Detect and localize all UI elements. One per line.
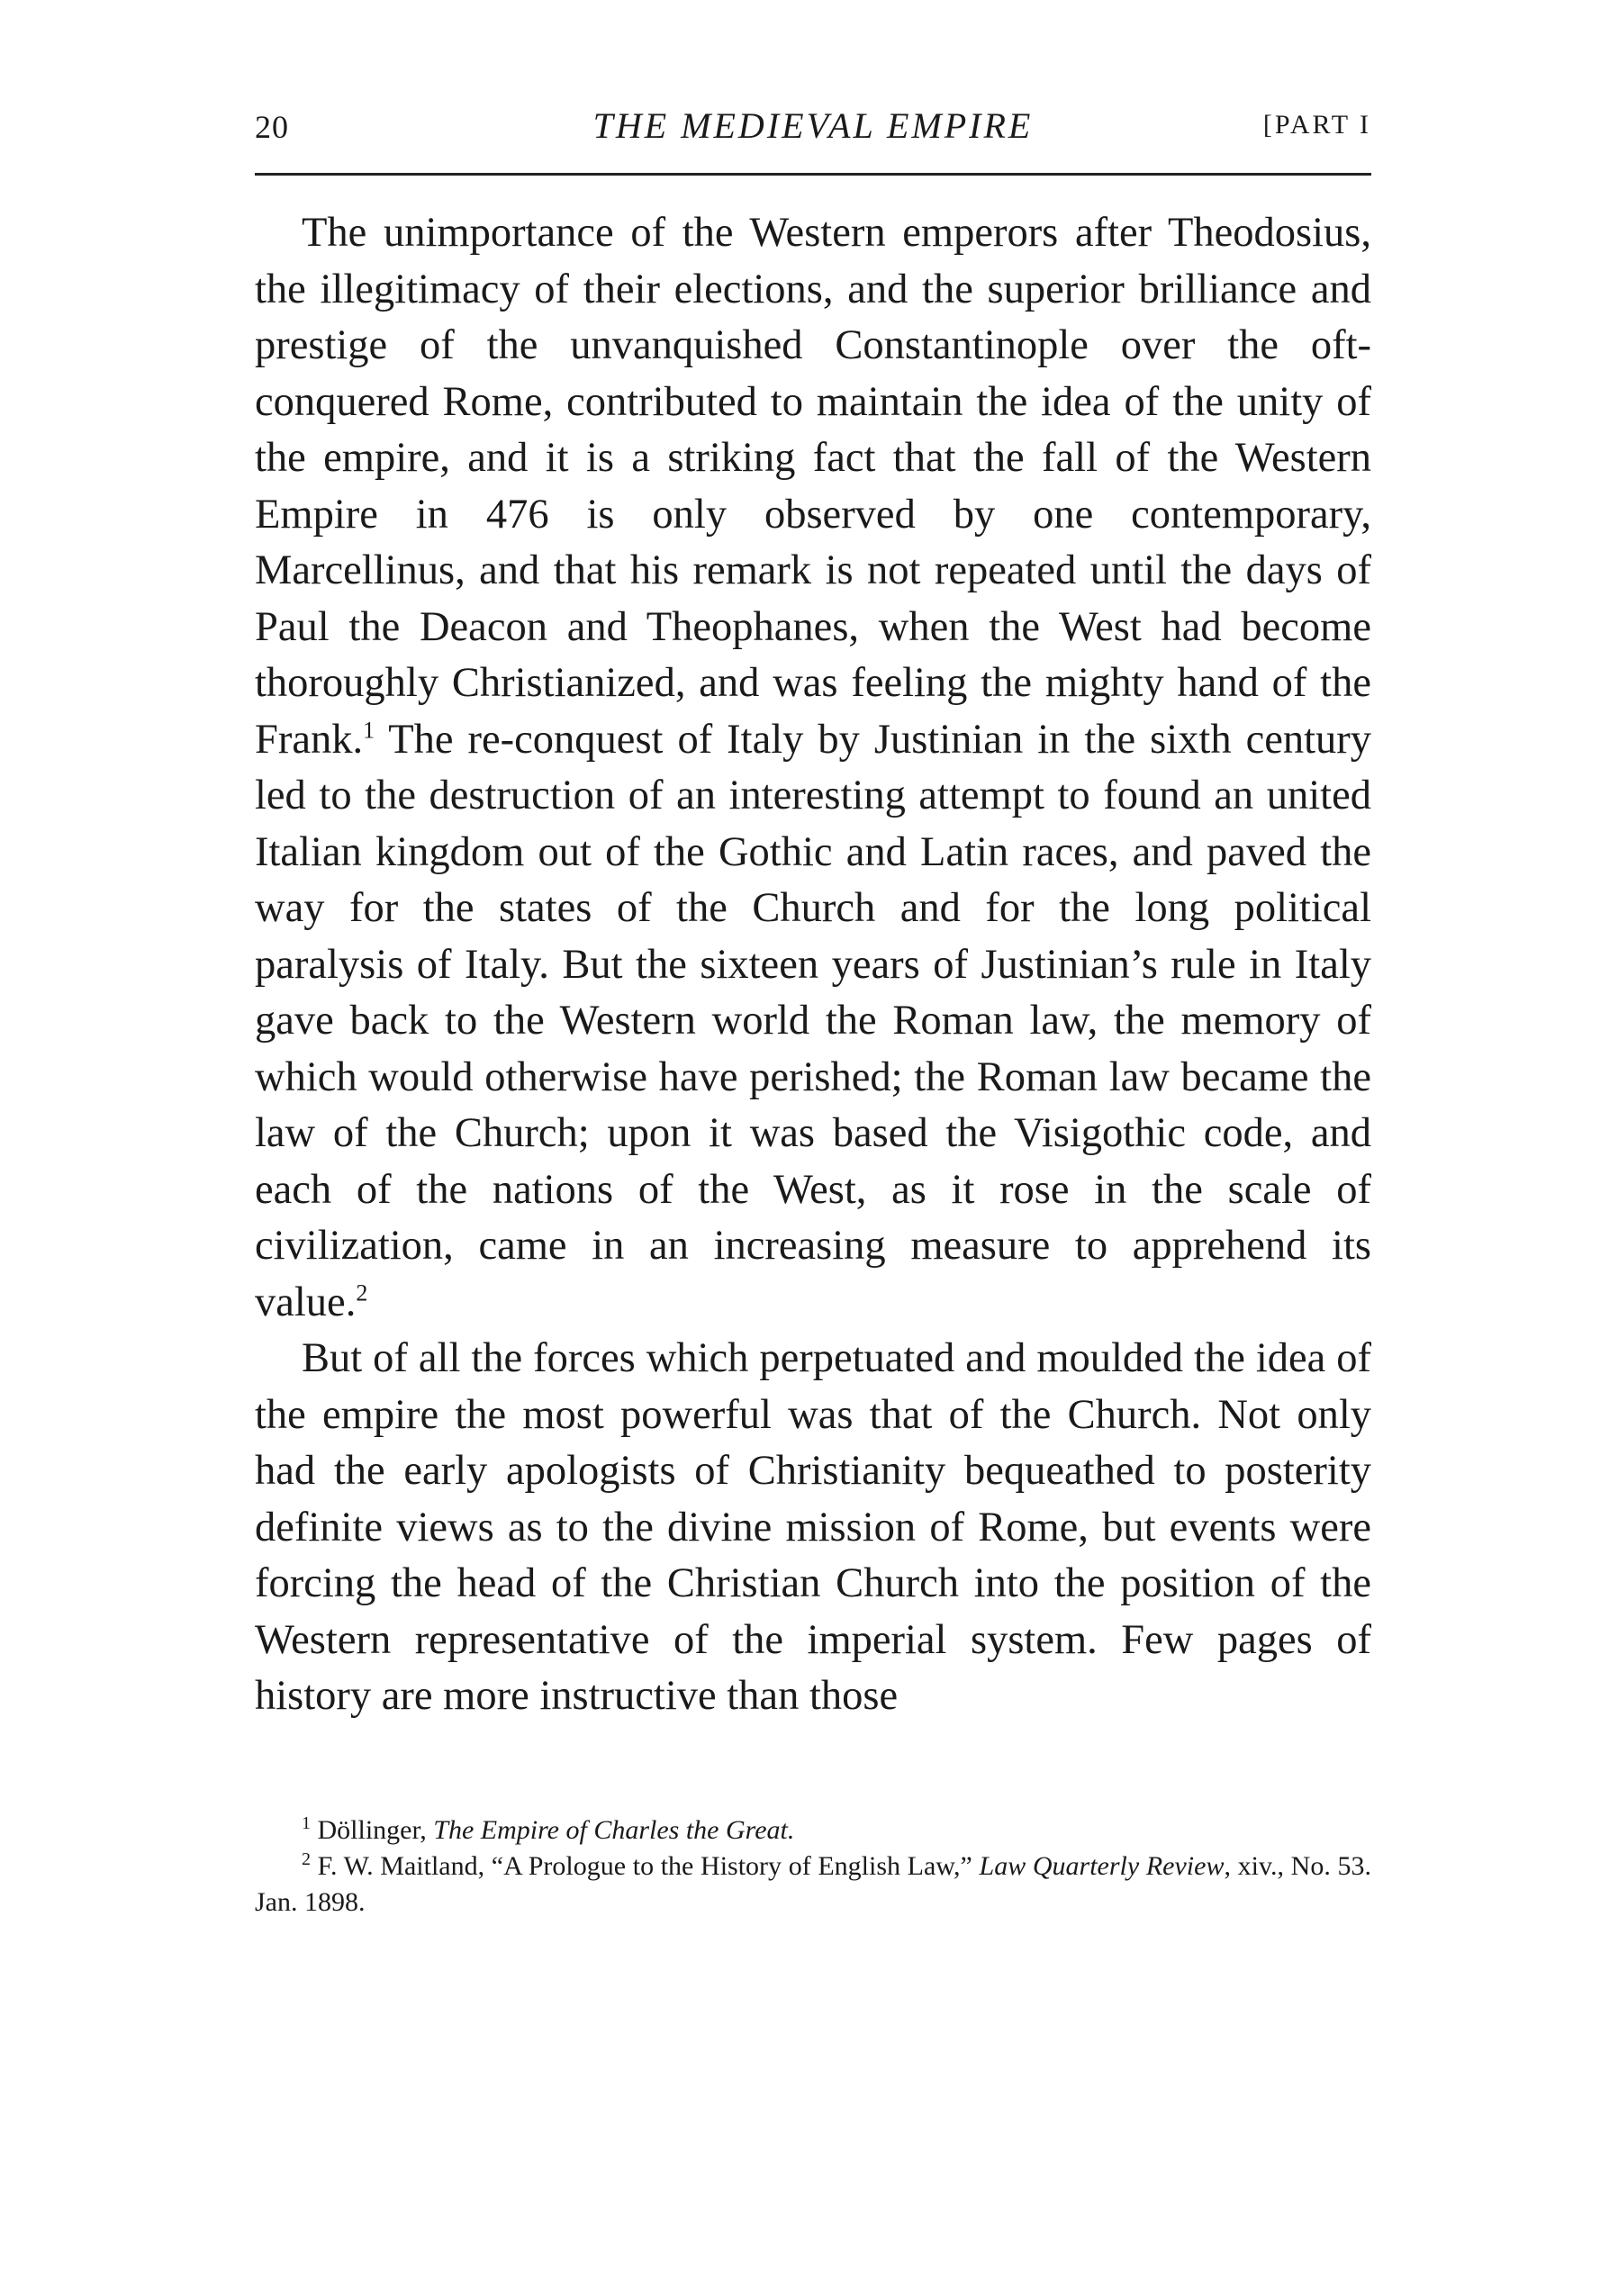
footnote-author: Döllinger, [317, 1815, 434, 1845]
page-number: 20 [255, 109, 289, 145]
part-label: [PART I [1262, 110, 1371, 140]
paragraph [255, 205, 1371, 1331]
running-head [255, 99, 1371, 162]
footnote-journal-title: Law Quarterly Review [979, 1851, 1225, 1881]
paragraph-text: The unimportance of the Western emperors after Theodosius, the illegitimacy of their elections, and the superior brilliance and prestige of the unvanquished Constantinople over the oft-conquered Rome, contributed to maintain the idea of the unity of the empire, and it is a striking fact that the fall of the Western Empire in 476 is only observed by one contemporary, Marcellinus, and that his remark is not repeated until the days of Paul the Deacon and Theophanes, when the West had become thoroughly Christianized, and was feeling the mighty hand of the Frank. [255, 210, 1371, 763]
footnotes [255, 1812, 1371, 1921]
paragraph: But of all the forces which perpetuated and moulded the idea of the empire the most powerful was that of the Church. Not only had the early apologists of Christianity bequeathed to posterity definite views as to the divine mission of Rome, but events were forcing the head of the Christian Church into the position of the Western representative of the imperial system. Few pages of history are more instructive than those [255, 1335, 1371, 1719]
footnote-work-title: The Empire of Charles the Great. [433, 1815, 795, 1845]
book-page [255, 99, 1371, 1917]
footnote-reference: 2 [356, 1279, 368, 1306]
running-title: THE MEDIEVAL EMPIRE [592, 105, 1034, 146]
footnote-citation-details: , xiv., No. 53. Jan. 1898. [255, 1851, 1371, 1917]
body-text [255, 205, 1371, 1725]
footnote [255, 1849, 1371, 1921]
footnote-marker: 1 [302, 1813, 311, 1833]
header-rule [255, 173, 1371, 176]
footnote-marker: 2 [302, 1849, 311, 1869]
paragraph-text: The re-conquest of Italy by Justinian in the sixth century led to the destruction of an interesting attempt to found an united Italian kingdom out of the Gothic and Latin races, and paved the way for the states of the Church and for the long political paralysis of Italy. But the sixteen years of Justinian’s rule in Italy gave back to the Western world the Roman law, the memory of which would otherwise have perished; the Roman law became the law of the Church; upon it was based the Visigothic code, and each of the nations of the West, as it rose in the scale of civilization, came in an increasing measure to apprehend its value. [255, 716, 1371, 1325]
footnote-citation: F. W. Maitland, “A Prologue to the History of English Law,” [317, 1851, 980, 1881]
footnote-reference: 1 [363, 717, 375, 743]
footnote [255, 1812, 1371, 1849]
